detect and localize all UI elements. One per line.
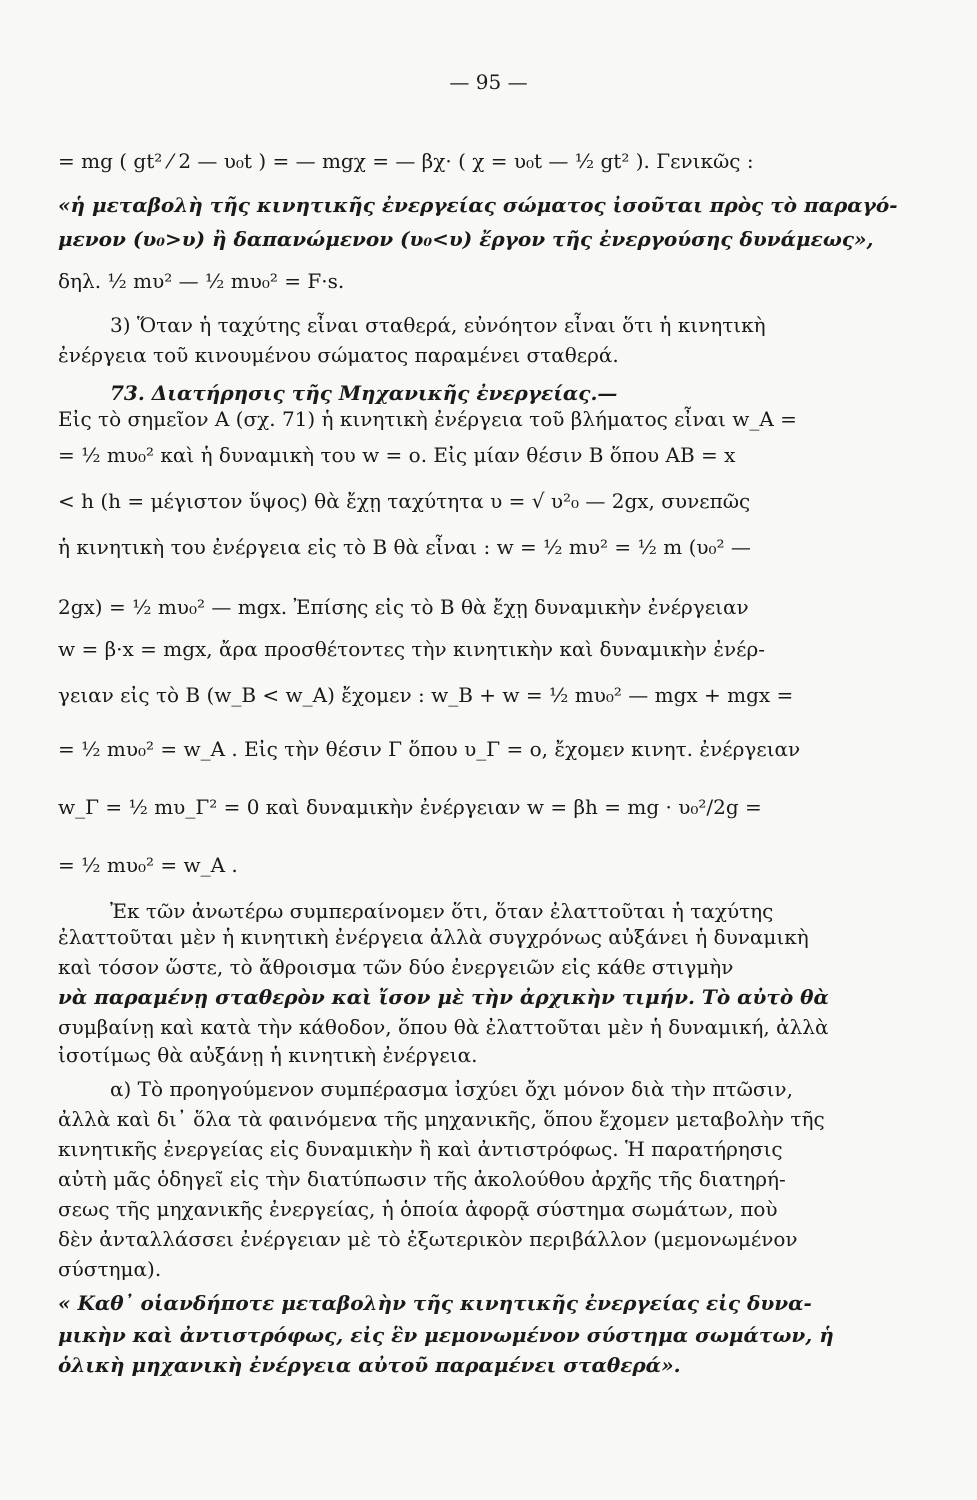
principle-statement-line: ὁλικὴ μηχανικὴ ἐνέργεια αὐτοῦ παραμένει σταθερά».	[58, 1353, 681, 1377]
text-line: δηλ. ½ mυ² — ½ mυ₀² = F·s.	[58, 269, 345, 293]
text-line: ἀλλὰ καὶ δι᾽ ὅλα τὰ φαινόμενα τῆς μηχανικῆς, ὅπου ἔχομεν μεταβολὴν τῆς	[58, 1107, 825, 1131]
text-line: 3) Ὅταν ἡ ταχύτης εἶναι σταθερά, εὐνόητον εἶναι ὅτι ἡ κινητικὴ	[110, 313, 766, 337]
text-line: = mg ( gt² ⁄ 2 — υ₀t ) = — mgχ = — βχ· ( χ = υ₀t — ½ gt² ). Γενικῶς :	[58, 149, 754, 173]
text-line: = ½ mυ₀² = w_A . Εἰς τὴν θέσιν Γ ὅπου υ_Γ = ο, ἔχομεν κινητ. ἐνέργειαν	[58, 737, 801, 761]
text-line: w_Γ = ½ mυ_Γ² = 0 καὶ δυναμικὴν ἐνέργειαν w = βh = mg · υ₀²/2g =	[58, 795, 762, 819]
text-line: Ἐκ τῶν ἀνωτέρω συμπεραίνομεν ὅτι, ὅταν ἐλαττοῦται ἡ ταχύτης	[110, 899, 774, 923]
text-line: ἡ κινητικὴ του ἐνέργεια εἰς τὸ Β θὰ εἶναι : w = ½ mυ² = ½ m (υ₀² —	[58, 535, 751, 559]
section-heading: 73. Διατήρησις τῆς Μηχανικῆς ἐνεργείας.—	[110, 381, 618, 405]
text-line: ἰσοτίμως θὰ αὐξάνῃ ἡ κινητικὴ ἐνέργεια.	[58, 1043, 478, 1067]
text-line: 2gx) = ½ mυ₀² — mgx. Ἐπίσης εἰς τὸ Β θὰ ἔχῃ δυναμικὴν ἐνέργειαν	[58, 595, 749, 619]
principle-statement-line: « Καθ᾽ οἱανδήποτε μεταβολὴν τῆς κινητικῆς ἐνεργείας εἰς δυνα-	[58, 1291, 812, 1315]
text-line: α) Τὸ προηγούμενον συμπέρασμα ἰσχύει ὄχι μόνον διὰ τὴν πτῶσιν,	[110, 1077, 793, 1101]
principle-statement-line: μικὴν καὶ ἀντιστρόφως, εἰς ἓν μεμονωμένον σύστημα σωμάτων, ἡ	[58, 1323, 834, 1347]
text-line: ἐνέργεια τοῦ κινουμένου σώματος παραμένει σταθερά.	[58, 343, 619, 367]
text-line: ἐλαττοῦται μὲν ἡ κινητικὴ ἐνέργεια ἀλλὰ συγχρόνως αὐξάνει ἡ δυναμικὴ	[58, 925, 809, 949]
page-number: — 95 —	[449, 70, 528, 94]
text-line: = ½ mυ₀² = w_A .	[58, 853, 238, 877]
text-line: «ἡ μεταβολὴ τῆς κινητικῆς ἐνεργείας σώματος ἰσοῦται πρὸς τὸ παραγό-	[58, 193, 898, 217]
text-line: καὶ τόσον ὥστε, τὸ ἄθροισμα τῶν δύο ἐνεργειῶν εἰς κάθε στιγμὴν	[58, 955, 734, 979]
text-line: μενον (υ₀>υ) ἢ δαπανώμενον (υ₀<υ) ἔργον τῆς ἐνεργούσης δυνάμεως»,	[58, 227, 874, 251]
text-line: < h (h = μέγιστον ὕψος) θὰ ἔχῃ ταχύτητα υ = √ υ²₀ — 2gx, συνεπῶς	[58, 489, 751, 513]
text-line: Εἰς τὸ σημεῖον Α (σχ. 71) ἡ κινητικὴ ἐνέργεια τοῦ βλήματος εἶναι w_A =	[58, 407, 797, 431]
text-line: αὐτὴ μᾶς ὁδηγεῖ εἰς τὴν διατύπωσιν τῆς ἀκολούθου ἀρχῆς τῆς διατηρή-	[58, 1167, 786, 1191]
text-line: δὲν ἀνταλλάσσει ἐνέργειαν μὲ τὸ ἐξωτερικὸν περιβάλλον (μεμονωμένον	[58, 1227, 798, 1251]
text-line: γειαν εἰς τὸ Β (w_B < w_A) ἔχομεν : w_B + w = ½ mυ₀² — mgx + mgx =	[58, 683, 794, 707]
text-line: w = β·x = mgx, ἄρα προσθέτοντες τὴν κινητικὴν καὶ δυναμικὴν ἐνέρ-	[58, 637, 766, 661]
text-line: νὰ παραμένῃ σταθερὸν καὶ ἴσον μὲ τὴν ἀρχικὴν τιμήν. Τὸ αὐτὸ θὰ	[58, 985, 829, 1009]
text-line: = ½ mυ₀² καὶ ἡ δυναμικὴ του w = ο. Εἰς μίαν θέσιν Β ὅπου ΑΒ = x	[58, 443, 736, 467]
text-line: σύστημα).	[58, 1257, 162, 1281]
text-line: συμβαίνῃ καὶ κατὰ τὴν κάθοδον, ὅπου θὰ ἐλαττοῦται μὲν ἡ δυναμική, ἀλλὰ	[58, 1015, 829, 1039]
text-line: σεως τῆς μηχανικῆς ἐνεργείας, ἡ ὁποία ἀφορᾷ σύστημα σωμάτων, ποὺ	[58, 1197, 778, 1221]
text-line: κινητικῆς ἐνεργείας εἰς δυναμικὴν ἢ καὶ ἀντιστρόφως. Ἡ παρατήρησις	[58, 1137, 783, 1161]
